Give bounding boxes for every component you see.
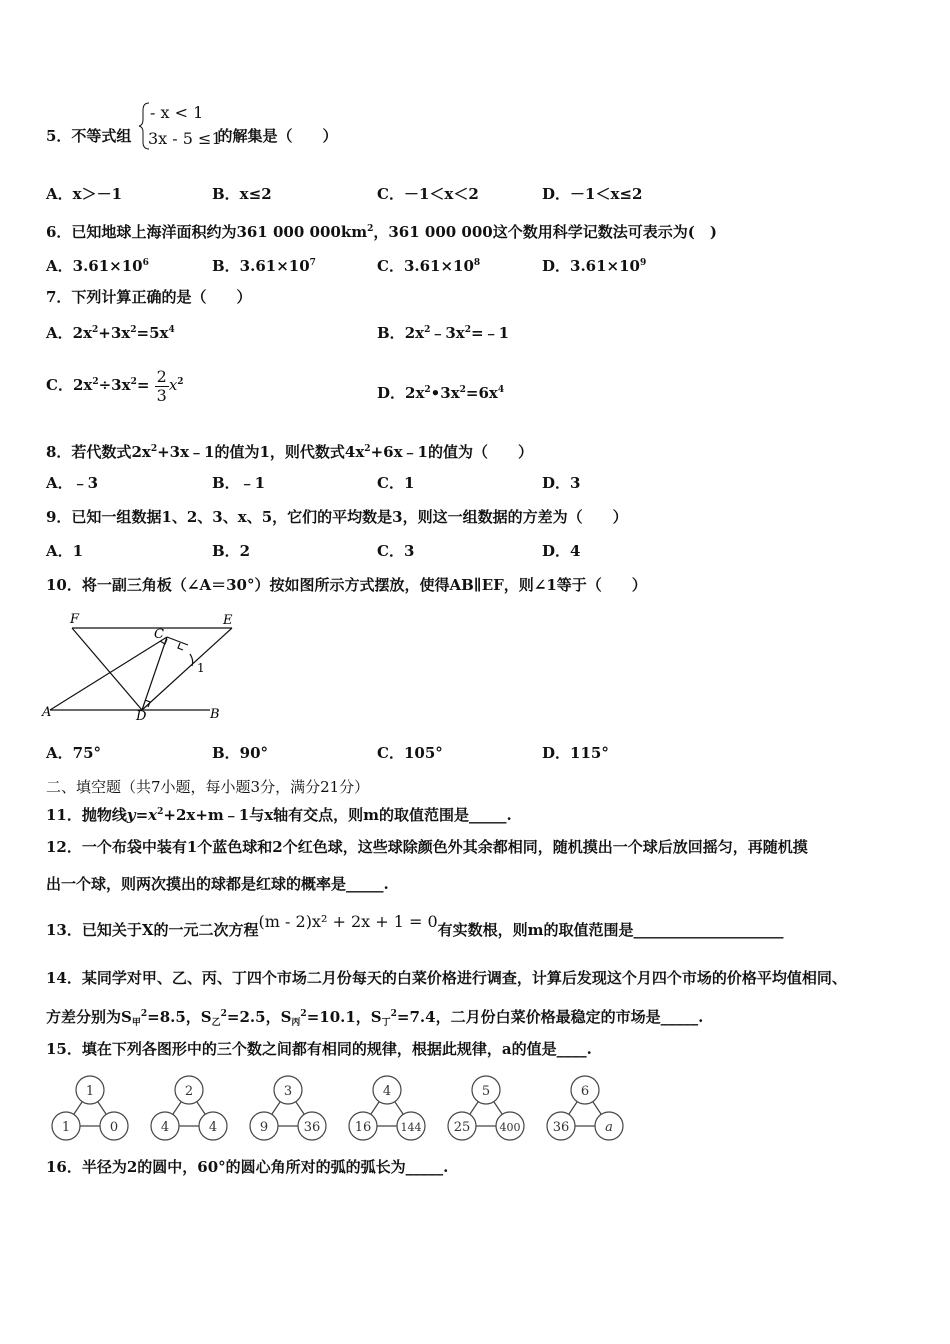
q5-stem-text: 5．不等式组 (46, 127, 132, 145)
q14-text-a: 方差分别为S (46, 1008, 132, 1026)
q6-option-a-base: A．3.61×10 (46, 257, 143, 275)
q15-figure-4-top-value: 4 (382, 1084, 392, 1099)
q10-stem: 10．将一副三角板（∠A＝30°）按如图所示方式摆放，使得AB∥EF，则∠1等于（ ） (46, 576, 647, 594)
q13-stem (46, 912, 784, 940)
q14-value-2: =2.5，S (226, 1008, 292, 1026)
q5-inequality-2: 3x - 5 ≤1 (148, 129, 222, 148)
q13-text-b: 有实数根，则m的取值范围是____________________ (437, 921, 784, 939)
q9-option-c: C．3 (377, 542, 415, 560)
q7-c-term1: 2x (72, 376, 93, 394)
q9-stem: 9．已知一组数据1、2、3、x、5，它们的平均数是3，则这一组数据的方差为（ ） (46, 508, 628, 526)
section-heading: 二、填空题（共7小题，每小题3分，满分21分） (46, 778, 370, 796)
q7-a-exp1: 2 (92, 325, 99, 335)
q7-d-term2: •3x (430, 384, 460, 402)
q8-exp2: 2 (364, 444, 371, 454)
q5-system (138, 100, 228, 152)
q10-triangle-figure (40, 610, 240, 722)
q15-figure-2-right-value: 4 (208, 1120, 218, 1135)
q11-text-a: 11．抛物线 (46, 806, 127, 824)
q5-option-a: A．x＞－1 (46, 185, 123, 203)
q14-line1: 14．某同学对甲、乙、丙、丁四个市场二月份每天的白菜价格进行调查，计算后发现这个月四个市场的价格平均值相同、 (46, 969, 847, 987)
q7-d-exp1: 2 (424, 385, 431, 395)
q14-sub-4: 丁 (381, 1018, 391, 1028)
q7-b-term3: =﹣1 (471, 324, 510, 342)
q7-d-exp3: 4 (497, 385, 505, 395)
q7-d-label: D． (377, 384, 406, 402)
q6-stem-sup: 2 (367, 224, 374, 234)
q14-value-4: =7.4，二月份白菜价格最稳定的市场是_____. (396, 1008, 704, 1026)
q6-option-c-exp: 8 (473, 258, 481, 268)
point-e-label: E (223, 613, 233, 628)
q15-figure-4 (349, 1076, 425, 1140)
q6-option-b (212, 253, 316, 276)
point-f-label: F (70, 612, 80, 627)
point-b-label: B (210, 707, 220, 722)
q6-option-d-exp: 9 (639, 258, 647, 268)
q15-figure-6-right-value: a (605, 1120, 613, 1135)
q15-figure-2-left-value: 4 (160, 1120, 170, 1135)
q7-option-a (46, 320, 175, 343)
q15-figure-6-top-value: 6 (580, 1084, 590, 1099)
q10-option-d: D．115° (542, 744, 609, 762)
q11-stem (46, 802, 512, 825)
q8-option-c: C．1 (377, 474, 415, 492)
q7-c-var: x (168, 376, 178, 394)
q6-stem (46, 219, 717, 242)
q8-option-d: D．3 (542, 474, 581, 492)
q7-b-term1: 2x (404, 324, 425, 342)
q15-figure-1-top-value: 1 (85, 1084, 95, 1099)
q8-stem-c: +6x﹣1的值为（ ） (370, 443, 533, 461)
q15-figure-4-left-value: 16 (354, 1120, 372, 1135)
q12-line2: 出一个球，则两次摸出的球都是红球的概率是_____. (46, 875, 389, 893)
point-a-label: A (42, 705, 52, 720)
q15-figure-5 (448, 1076, 524, 1140)
q6-stem-a: 6．已知地球上海洋面积约为361 000 000km (46, 223, 368, 241)
q6-option-a (46, 253, 149, 276)
q15-figure-5-top-value: 5 (481, 1084, 491, 1099)
q9-option-d: D．4 (542, 542, 581, 560)
q14-sq-1: 2 (140, 1009, 148, 1019)
q8-exp1: 2 (150, 444, 158, 454)
q15-figure-3-top-value: 3 (283, 1084, 293, 1099)
q7-c-term2: ÷3x (98, 376, 131, 394)
q7-c-exp2: 2 (130, 377, 137, 387)
q7-c-fraction (155, 368, 169, 405)
q10-option-c: C．105° (377, 744, 443, 762)
q7-c-numerator: 2 (156, 366, 167, 386)
q11-text-b: y=x (126, 806, 158, 824)
q14-sub-2: 乙 (211, 1018, 221, 1028)
q6-option-a-exp: 6 (142, 258, 149, 268)
q15-number-figures (42, 1074, 632, 1146)
q8-option-a: A．﹣3 (46, 474, 99, 492)
q12-line1: 12．一个布袋中装有1个蓝色球和2个红色球，这些球除颜色外其余都相同，随机摸出一个球后放回摇匀，再随机摸 (46, 838, 808, 856)
q7-c-exp1: 2 (92, 377, 99, 387)
q5-inequality-1: - x < 1 (150, 103, 204, 122)
angle-1-label: 1 (197, 661, 205, 675)
q8-stem-a: 8．若代数式2x (46, 443, 151, 461)
q6-option-b-base: B．3.61×10 (212, 257, 310, 275)
q14-sub-1: 甲 (131, 1018, 141, 1028)
q15-figure-6 (547, 1076, 623, 1140)
q7-option-d (377, 380, 504, 403)
q13-text-a: 13．已知关于X的一元二次方程 (46, 921, 259, 939)
q6-option-b-exp: 7 (309, 258, 316, 268)
q14-sq-2: 2 (220, 1009, 227, 1019)
q14-sub-3: 丙 (291, 1018, 301, 1028)
q15-figure-6-left-value: 36 (552, 1120, 570, 1135)
q7-b-label: B． (377, 324, 405, 342)
q15-figure-3-left-value: 9 (259, 1120, 269, 1135)
q7-option-c (46, 362, 184, 405)
q7-stem: 7．下列计算正确的是（ ） (46, 288, 252, 306)
q6-option-c (377, 253, 480, 276)
q15-figure-5-right-value: 400 (499, 1121, 521, 1134)
q5-option-b: B．x≤2 (212, 185, 272, 203)
q15-stem: 15．填在下列各图形中的三个数之间都有相同的规律，根据此规律，a的值是____. (46, 1040, 592, 1058)
q7-a-label: A． (46, 324, 73, 342)
q14-line2 (46, 1004, 703, 1033)
q7-a-term3: =5x (136, 324, 169, 342)
q7-c-exp4: 2 (177, 377, 184, 387)
q14-value-3: =10.1，S (306, 1008, 382, 1026)
q10-option-a: A．75° (46, 744, 102, 762)
q7-d-term1: 2x (405, 384, 425, 402)
q15-figure-1 (52, 1076, 128, 1140)
q15-figure-1-left-value: 1 (61, 1120, 71, 1135)
q11-exp: 2 (157, 807, 164, 817)
q7-b-exp1: 2 (424, 325, 431, 335)
q14-sq-4: 2 (390, 1009, 397, 1019)
q15-figure-4-right-value: 144 (400, 1121, 422, 1134)
q15-figure-3 (250, 1076, 326, 1140)
q7-c-term3: = (136, 376, 150, 394)
q14-value-1: =8.5，S (147, 1008, 212, 1026)
q10-option-b: B．90° (212, 744, 269, 762)
q7-option-b (377, 320, 509, 343)
q6-option-d (542, 253, 646, 276)
q15-figure-2 (151, 1076, 227, 1140)
q14-sq-3: 2 (300, 1009, 307, 1019)
q7-a-exp3: 4 (168, 325, 175, 335)
q5-tail-text: 的解集是（ ） (217, 127, 338, 145)
q8-stem-b: +3x﹣1的值为1，则代数式4x (157, 443, 365, 461)
q8-option-b: B．﹣1 (212, 474, 266, 492)
q13-equation: (m - 2)x² + 2x + 1 = 0 (258, 912, 438, 931)
q7-b-term2: ﹣3x (430, 324, 465, 342)
q15-figure-2-top-value: 2 (184, 1084, 194, 1099)
q7-a-term1: 2x (72, 324, 93, 342)
q7-c-denominator: 3 (156, 385, 167, 405)
q6-option-c-base: C．3.61×10 (377, 257, 474, 275)
q16-stem: 16．半径为2的圆中，60°的圆心角所对的弧的弧长为_____. (46, 1158, 449, 1176)
q11-text-c: +2x+m﹣1与x轴有交点，则m的取值范围是_____. (163, 806, 512, 824)
point-d-label: D (136, 709, 147, 722)
q6-stem-b: ，361 000 000这个数用科学记数法可表示为( ) (373, 223, 717, 241)
q5-option-d: D．－1＜x≤2 (542, 185, 643, 203)
q7-b-exp2: 2 (464, 325, 471, 335)
q7-a-exp2: 2 (130, 325, 137, 335)
q7-a-term2: +3x (98, 324, 131, 342)
q15-figure-1-right-value: 0 (109, 1120, 119, 1135)
q7-d-term3: =6x (465, 384, 498, 402)
q7-d-exp2: 2 (459, 385, 466, 395)
q5-option-c: C．－1＜x＜2 (377, 185, 479, 203)
q7-c-label: C． (46, 376, 73, 394)
q6-option-d-base: D．3.61×10 (542, 257, 640, 275)
point-c-label: C (154, 627, 164, 642)
q15-figure-3-right-value: 36 (303, 1120, 321, 1135)
q8-stem (46, 439, 533, 462)
q9-option-b: B．2 (212, 542, 251, 560)
q9-option-a: A．1 (46, 542, 84, 560)
q15-figure-5-left-value: 25 (453, 1120, 471, 1135)
